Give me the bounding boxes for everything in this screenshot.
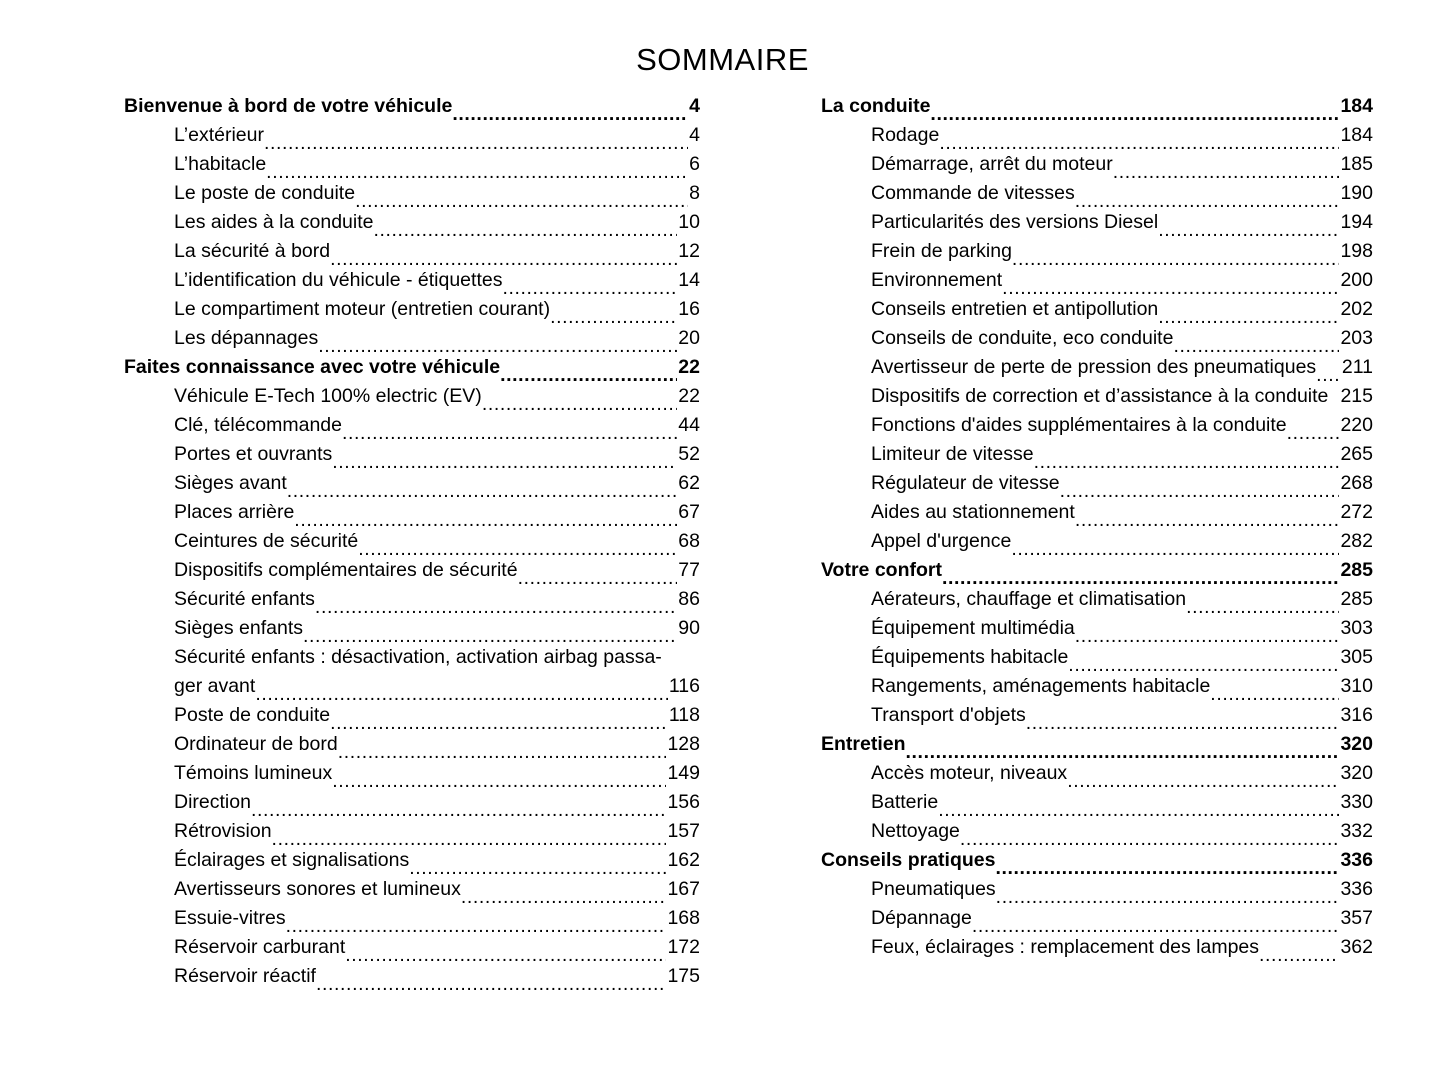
toc-entry-page: 162 (667, 849, 700, 871)
toc-entry-page: 149 (667, 762, 700, 784)
leader-dots (332, 448, 677, 469)
toc-entry[interactable] (124, 933, 700, 962)
leader-dots (1075, 187, 1340, 208)
toc-entry-label: Direction (174, 791, 251, 813)
toc-entry[interactable] (124, 440, 700, 469)
leader-dots (303, 622, 677, 643)
leader-dots (1067, 767, 1339, 788)
toc-entry-page: 285 (1340, 588, 1373, 610)
leader-dots (255, 680, 668, 701)
toc-entry-label: Places arrière (174, 501, 295, 523)
toc-entry-page: 332 (1340, 820, 1373, 842)
toc-entry-page: 62 (678, 472, 700, 494)
leader-dots (342, 419, 677, 440)
leader-dots (1002, 274, 1339, 295)
toc-entry-page: 310 (1340, 675, 1373, 697)
leader-dots (345, 941, 666, 962)
leader-dots (251, 796, 667, 817)
toc-entry-label: Conseils pratiques (821, 849, 996, 871)
toc-section-entry[interactable] (821, 556, 1373, 585)
toc-entry-label: Faites connaissance avec votre véhicule (124, 356, 501, 378)
toc-entry-label: Éclairages et signalisations (174, 849, 410, 871)
leader-dots (294, 506, 677, 527)
leader-dots (1158, 303, 1339, 324)
toc-entry-page: 14 (678, 269, 700, 291)
toc-entry-page: 10 (678, 211, 700, 233)
toc-entry-label: Dispositifs de correction et d’assistance à la conduite (871, 385, 1329, 407)
toc-entry-label: Appel d'urgence (871, 530, 1012, 552)
toc-entry[interactable] (821, 382, 1373, 411)
toc-entry-page: 285 (1340, 559, 1373, 581)
toc-entry-label: Véhicule E-Tech 100% electric (EV) (174, 385, 482, 407)
toc-entry[interactable] (124, 469, 700, 498)
toc-entry[interactable] (124, 382, 700, 411)
toc-entry-page: 8 (689, 182, 700, 204)
toc-entry-page: 203 (1340, 327, 1373, 349)
toc-entry-page: 67 (678, 501, 700, 523)
toc-entry-page: 77 (678, 559, 700, 581)
leader-dots (1034, 448, 1340, 469)
toc-entry-label: Rodage (871, 124, 940, 146)
leader-dots (1075, 506, 1340, 527)
toc-entry-page: 282 (1340, 530, 1373, 552)
toc-entry[interactable] (124, 788, 700, 817)
toc-entry[interactable] (821, 150, 1373, 179)
toc-entry-label: Environnement (871, 269, 1003, 291)
toc-entry-label: Le poste de conduite (174, 182, 356, 204)
leader-dots (318, 332, 677, 353)
toc-entry-page: 305 (1340, 646, 1373, 668)
toc-entry[interactable] (821, 324, 1373, 353)
toc-entry[interactable] (821, 904, 1373, 933)
leader-dots (972, 912, 1340, 933)
leader-dots (266, 158, 688, 179)
toc-section-entry[interactable] (124, 92, 700, 121)
toc-entry-page: 362 (1340, 936, 1373, 958)
toc-entry[interactable] (821, 237, 1373, 266)
toc-entry-page: 316 (1340, 704, 1373, 726)
toc-entry-label: Régulateur de vitesse (871, 472, 1060, 494)
leader-dots (452, 100, 688, 121)
toc-entry-label: Les dépannages (174, 327, 319, 349)
toc-entry[interactable] (821, 353, 1373, 382)
toc-list-left (124, 92, 700, 991)
toc-entry-label: Équipements habitacle (871, 646, 1069, 668)
toc-entry-page: 185 (1340, 153, 1373, 175)
leader-dots (461, 883, 667, 904)
leader-dots (939, 129, 1339, 150)
toc-entry-page: 86 (678, 588, 700, 610)
toc-entry-label: Ceintures de sécurité (174, 530, 359, 552)
toc-entry-label: Réservoir carburant (174, 936, 346, 958)
toc-entry[interactable] (124, 846, 700, 875)
leader-dots (264, 129, 688, 150)
toc-entry-page: 156 (667, 791, 700, 813)
toc-entry-page: 202 (1340, 298, 1373, 320)
toc-entry-label: Les aides à la conduite (174, 211, 374, 233)
toc-entry-page: 12 (678, 240, 700, 262)
toc-entry[interactable] (124, 614, 700, 643)
toc-entry[interactable] (124, 585, 700, 614)
toc-entry-label: Démarrage, arrêt du moteur (871, 153, 1113, 175)
toc-entry[interactable] (821, 498, 1373, 527)
toc-entry[interactable] (124, 643, 700, 701)
toc-entry[interactable] (821, 788, 1373, 817)
table-of-contents (0, 92, 1445, 991)
toc-entry[interactable] (821, 179, 1373, 208)
leader-dots (332, 767, 666, 788)
leader-dots (286, 912, 667, 933)
toc-section-entry[interactable] (821, 846, 1373, 875)
leader-dots (550, 303, 677, 324)
toc-entry-label: Essuie-vitres (174, 907, 286, 929)
toc-entry-page: 190 (1340, 182, 1373, 204)
leader-dots (502, 274, 677, 295)
leader-dots (315, 593, 677, 614)
toc-entry-page: 16 (678, 298, 700, 320)
leader-dots (1113, 158, 1340, 179)
toc-entry-page: 22 (678, 356, 700, 378)
toc-entry-page: 52 (678, 443, 700, 465)
toc-entry[interactable] (124, 701, 700, 730)
toc-entry-label: Le compartiment moteur (entretien courant) (174, 298, 551, 320)
leader-dots (1173, 332, 1339, 353)
toc-entry-page: 320 (1340, 762, 1373, 784)
leader-dots (1060, 477, 1340, 498)
toc-entry[interactable] (124, 904, 700, 933)
toc-entry-label: Frein de parking (871, 240, 1012, 262)
toc-entry[interactable] (124, 411, 700, 440)
toc-entry-page: 6 (689, 153, 700, 175)
toc-entry-label: Particularités des versions Diesel (871, 211, 1159, 233)
toc-entry-label: Poste de conduite (174, 704, 331, 726)
toc-entry[interactable] (124, 875, 700, 904)
toc-entry[interactable] (821, 817, 1373, 846)
toc-entry-page: 303 (1340, 617, 1373, 639)
toc-entry[interactable] (821, 672, 1373, 701)
leader-dots (518, 564, 678, 585)
toc-entry[interactable] (821, 295, 1373, 324)
toc-entry-label: Équipement multimédia (871, 617, 1075, 639)
toc-entry-label: Conseils de conduite, eco conduite (871, 327, 1174, 349)
toc-entry-page: 272 (1340, 501, 1373, 523)
toc-entry-page: 220 (1340, 414, 1373, 436)
toc-column-left (0, 92, 745, 991)
toc-entry-label: Nettoyage (871, 820, 960, 842)
toc-entry[interactable] (124, 121, 700, 150)
leader-dots (1316, 361, 1341, 382)
toc-entry-label: L’habitacle (174, 153, 267, 175)
toc-entry-page: 175 (667, 965, 700, 987)
toc-entry[interactable] (124, 179, 700, 208)
toc-entry-label: Votre confort (821, 559, 942, 581)
leader-dots (995, 854, 1339, 875)
toc-entry-page: 128 (667, 733, 700, 755)
toc-entry-label: Conseils entretien et antipollution (871, 298, 1159, 320)
toc-entry-label: Bienvenue à bord de votre véhicule (124, 95, 453, 117)
leader-dots (358, 535, 677, 556)
toc-entry[interactable] (124, 324, 700, 353)
toc-entry[interactable] (821, 121, 1373, 150)
toc-entry-page: 330 (1340, 791, 1373, 813)
toc-entry-label: Témoins lumineux (174, 762, 333, 784)
toc-entry[interactable] (821, 585, 1373, 614)
toc-entry[interactable] (821, 933, 1373, 962)
toc-entry-page: 172 (667, 936, 700, 958)
toc-entry-page: 200 (1340, 269, 1373, 291)
toc-entry-page: 167 (667, 878, 700, 900)
toc-entry-page: 336 (1340, 849, 1373, 871)
toc-entry-label: Avertisseur de perte de pression des pneumatiques (871, 356, 1317, 378)
toc-entry-page: 211 (1341, 356, 1373, 378)
toc-entry-label: Ordinateur de bord (174, 733, 338, 755)
leader-dots (906, 738, 1340, 759)
toc-entry[interactable] (821, 469, 1373, 498)
leader-dots (482, 390, 677, 411)
leader-dots (330, 245, 677, 266)
toc-entry[interactable] (821, 266, 1373, 295)
toc-entry-page: 215 (1340, 385, 1373, 407)
toc-entry-label: Rétrovision (174, 820, 272, 842)
toc-entry-label: La conduite (821, 95, 931, 117)
page-title: SOMMAIRE (636, 41, 809, 77)
toc-entry-label: Sécurité enfants : désactivation, activation airbag passa- (174, 646, 662, 668)
toc-entry-page: 320 (1340, 733, 1373, 755)
leader-dots (330, 709, 668, 730)
toc-entry-label: Avertisseurs sonores et lumineux (174, 878, 461, 900)
toc-entry-page: 68 (678, 530, 700, 552)
leader-dots (938, 796, 1339, 817)
toc-entry-label: Rangements, aménagements habitacle (871, 675, 1211, 697)
leader-dots (373, 216, 677, 237)
leader-dots (1075, 622, 1340, 643)
leader-dots (1026, 709, 1340, 730)
toc-entry-label: Aérateurs, chauffage et climatisation (871, 588, 1187, 610)
toc-entry-label: Dispositifs complémentaires de sécurité (174, 559, 518, 581)
toc-entry[interactable] (821, 701, 1373, 730)
toc-entry-label: Portes et ouvrants (174, 443, 333, 465)
toc-entry-label: Clé, télécommande (174, 414, 342, 436)
toc-entry[interactable] (821, 759, 1373, 788)
leader-dots (960, 825, 1340, 846)
toc-entry-page: 20 (678, 327, 700, 349)
toc-entry[interactable] (821, 411, 1373, 440)
toc-list-right (821, 92, 1373, 962)
leader-dots (500, 361, 677, 382)
toc-entry[interactable] (821, 208, 1373, 237)
leader-dots (1210, 680, 1339, 701)
toc-entry-page: 4 (689, 95, 700, 117)
toc-entry-label: La sécurité à bord (174, 240, 331, 262)
toc-entry[interactable] (124, 556, 700, 585)
toc-entry-label: Feux, éclairages : remplacement des lampes (871, 936, 1260, 958)
toc-entry-label: Batterie (871, 791, 939, 813)
toc-entry-page: 357 (1340, 907, 1373, 929)
toc-entry-label: Commande de vitesses (871, 182, 1075, 204)
toc-entry-page: 44 (678, 414, 700, 436)
toc-entry[interactable] (821, 614, 1373, 643)
toc-entry-label: Sièges avant (174, 472, 287, 494)
toc-entry-label: Sécurité enfants (174, 588, 315, 610)
toc-entry-label: Pneumatiques (871, 878, 996, 900)
toc-entry-label: Entretien (821, 733, 906, 755)
leader-dots (1011, 535, 1339, 556)
toc-entry[interactable] (124, 295, 700, 324)
toc-entry-page: 265 (1340, 443, 1373, 465)
toc-entry-page: 90 (678, 617, 700, 639)
leader-dots (1068, 651, 1339, 672)
leader-dots (316, 970, 666, 991)
toc-entry[interactable] (124, 266, 700, 295)
toc-entry-page: 157 (667, 820, 700, 842)
toc-entry[interactable] (124, 237, 700, 266)
toc-entry[interactable] (124, 759, 700, 788)
toc-entry-page: 184 (1340, 95, 1373, 117)
toc-entry[interactable] (821, 527, 1373, 556)
leader-dots (1259, 941, 1339, 962)
toc-entry-page: 118 (668, 704, 700, 726)
toc-entry-label-continued: ger avant (174, 675, 256, 697)
toc-entry[interactable] (124, 208, 700, 237)
toc-entry-page: 4 (689, 124, 700, 146)
toc-entry[interactable] (124, 150, 700, 179)
leader-dots (1158, 216, 1339, 237)
leader-dots (338, 738, 667, 759)
leader-dots (1012, 245, 1340, 266)
toc-entry[interactable] (821, 440, 1373, 469)
leader-dots (272, 825, 667, 846)
toc-entry-label: Réservoir réactif (174, 965, 316, 987)
toc-entry-page: 268 (1340, 472, 1373, 494)
toc-entry-page: 116 (668, 675, 700, 697)
toc-entry[interactable] (124, 527, 700, 556)
leader-dots (996, 883, 1340, 904)
toc-entry[interactable] (124, 962, 700, 991)
toc-entry-label: Aides au stationnement (871, 501, 1075, 523)
toc-entry-page: 336 (1340, 878, 1373, 900)
toc-entry-page: 194 (1340, 211, 1373, 233)
leader-dots (930, 100, 1339, 121)
toc-entry[interactable] (821, 643, 1373, 672)
toc-section-entry[interactable] (124, 353, 700, 382)
toc-entry-label: L’extérieur (174, 124, 264, 146)
leader-dots (1287, 419, 1340, 440)
toc-entry[interactable] (124, 817, 700, 846)
toc-entry-label: Limiteur de vitesse (871, 443, 1034, 465)
toc-entry-label: Dépannage (871, 907, 972, 929)
leader-dots (409, 854, 666, 875)
toc-entry[interactable] (124, 730, 700, 759)
toc-entry-page: 184 (1340, 124, 1373, 146)
toc-entry[interactable] (124, 498, 700, 527)
toc-section-entry[interactable] (821, 730, 1373, 759)
toc-column-right (745, 92, 1445, 962)
toc-entry-label: Transport d'objets (871, 704, 1026, 726)
toc-entry[interactable] (821, 875, 1373, 904)
toc-entry-label: Fonctions d'aides supplémentaires à la conduite (871, 414, 1287, 436)
toc-entry-page: 198 (1340, 240, 1373, 262)
toc-entry-page: 22 (678, 385, 700, 407)
toc-section-entry[interactable] (821, 92, 1373, 121)
leader-dots (287, 477, 678, 498)
leader-dots (1328, 390, 1339, 411)
toc-entry-label: Sièges enfants (174, 617, 304, 639)
leader-dots (355, 187, 688, 208)
leader-dots (1186, 593, 1339, 614)
toc-entry-label: L’identification du véhicule - étiquettes (174, 269, 503, 291)
toc-entry-label: Accès moteur, niveaux (871, 762, 1068, 784)
leader-dots (942, 564, 1339, 585)
toc-entry-page: 168 (667, 907, 700, 929)
